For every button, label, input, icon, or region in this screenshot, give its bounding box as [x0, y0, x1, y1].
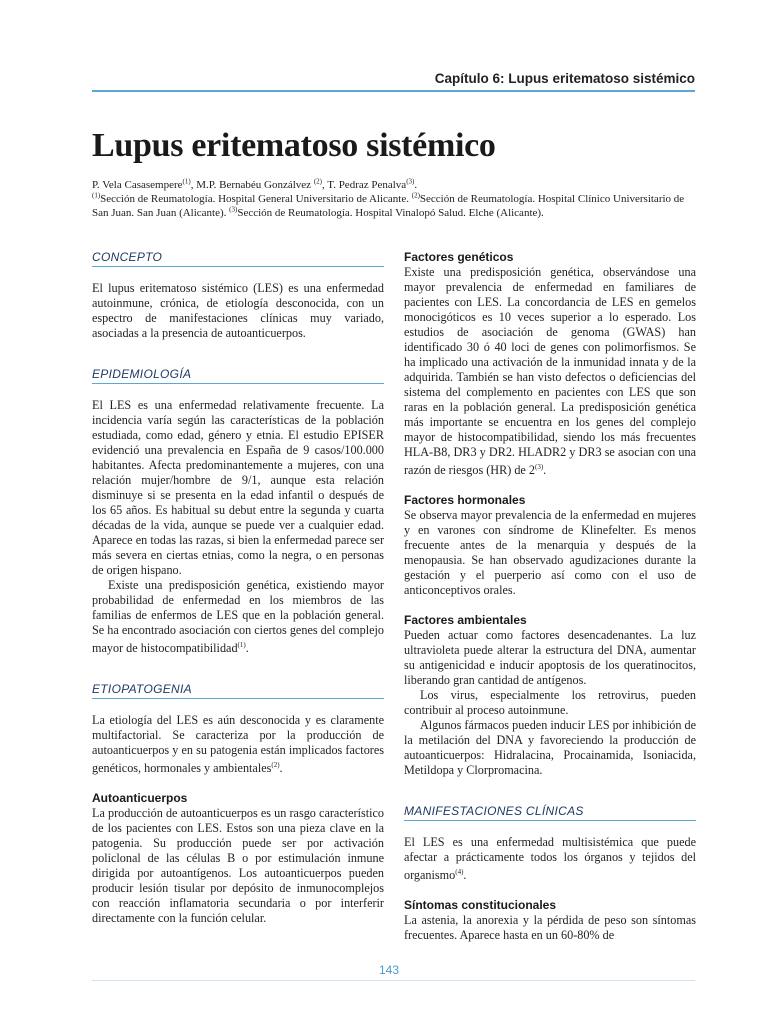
header-rule [92, 90, 695, 92]
manifestaciones-paragraph [404, 835, 696, 883]
section-title-etiopatogenia: ETIOPATOGENIA [92, 682, 384, 699]
geneticos-ref: (3) [534, 463, 544, 471]
author-2: , M.P. Bernabéu Gonzálvez [190, 179, 314, 191]
author-3: , T. Pedraz Penalva [321, 179, 407, 191]
subheading-ambientales: Factores ambientales [404, 613, 527, 628]
epidemiologia-paragraph-2 [92, 578, 384, 656]
aff-ref-2: (2) [411, 191, 420, 200]
geneticos-end: . [543, 463, 547, 478]
aff-ref-3: (3) [229, 205, 238, 214]
section-title-manifestaciones: MANIFESTACIONES CLÍNICAS [404, 804, 696, 821]
epidemiologia-ref: (1) [237, 641, 246, 649]
epidemiologia-paragraph-1: El LES es una enfermedad relativamente frecuente. La incidencia varía según las características de la población estudiada, como edad, género y etnia. El estudio EPISER evidenció una prevalencia en España de 9 casos/100.000 habitantes. Afecta predominantemente a mujeres, con una relación mujer/hombre de 9/1, aunque esta relación disminuye si se presenta en la edad infantil o después de los 65 años. Es habitual su debut entre la segunda y cuarta décadas de la vida, aunque se puede ver a cualquier edad. Aparece en todas las razas, si bien la enfermedad parece ser más severa en ciertas etnias, como la negra, o en personas de origen hispano. [92, 398, 384, 577]
etiopatogenia-paragraph [92, 713, 384, 776]
page-number: 143 [379, 963, 400, 977]
ambientales-paragraph-3: Algunos fármacos pueden inducir LES por inhibición de la metilación del DNA y favoreciendo la producción de autoanticuerpos: Hidralacina, Procainamida, Isoniacida, Metildopa y Clorpromacina. [404, 718, 696, 778]
section-title-concepto: CONCEPTO [92, 250, 384, 267]
right-column [404, 250, 696, 943]
concepto-paragraph: El lupus eritematoso sistémico (LES) es una enfermedad autoinmune, crónica, de etiología desconocida, con un espectro de manifestaciones clínicas muy variado, asociadas a la presencia de autoanticuerpos. [92, 281, 384, 340]
section-title-epidemiologia: EPIDEMIOLOGÍA [92, 367, 384, 384]
subheading-sintomas: Síntomas constitucionales [404, 898, 557, 913]
epidemiologia-p2-text: Existe una predisposición genética, existiendo mayor probabilidad de enfermedad en los miembros de las familias de enfermos de LES que en la población general. Se ha encontrado asociación con ciertos genes del complejo mayor de histocompatibilidad [92, 578, 384, 656]
subheading-hormonales: Factores hormonales [404, 493, 526, 508]
epidemiologia-p2-end: . [245, 641, 249, 656]
author-1: P. Vela Casasempere [92, 179, 183, 191]
etiopatogenia-text: La etiología del LES es aún desconocida y es claramente multifactorial. Se caracteriza por la producción de autoanticuerpos y en su patogenia están implicados factores genéticos, hormonales y ambientales [92, 713, 384, 776]
manifestaciones-text: El LES es una enfermedad multisistémica que puede afectar a prácticamente todos los órganos y tejidos del organismo [404, 835, 696, 883]
manifestaciones-end: . [463, 868, 467, 883]
ref-2: (2) [313, 177, 322, 186]
hormonales-paragraph: Se observa mayor prevalencia de la enfermedad en mujeres y en varones con síndrome de Klinefelter. Es menos frecuente antes de la menarquia y después de la menopausia. Se han observado agudizaciones durante la gestación y el puerperio así como con el uso de anticonceptivos orales. [404, 508, 696, 598]
authors-block [92, 178, 695, 220]
authors-end: . [414, 179, 418, 191]
geneticos-paragraph [404, 265, 696, 478]
manifestaciones-ref: (4) [455, 868, 464, 877]
chapter-header: Capítulo 6: Lupus eritematoso sistémico [434, 71, 695, 86]
page-title: Lupus eritematoso sistémico [92, 127, 496, 164]
ambientales-paragraph-2: Los virus, especialmente los retrovirus, pueden contribuir al proceso autoinmune. [404, 688, 696, 718]
affiliation-1: Sección de Reumatología. Hospital General Universitario de Alicante. [100, 193, 412, 205]
subheading-geneticos: Factores genéticos [404, 250, 514, 264]
left-column [92, 250, 384, 926]
subheading-autoanticuerpos: Autoanticuerpos [92, 791, 188, 806]
footer-rule [92, 980, 695, 981]
ref-3: (3) [406, 177, 415, 186]
sintomas-paragraph: La astenia, la anorexia y la pérdida de peso son síntomas frecuentes. Aparece hasta en un 60-80% de [404, 913, 696, 943]
affiliation-2: Sección de Reumatología. Hospital Clínico Universitario de San Juan. San Juan (Alicante). [92, 193, 685, 219]
affiliation-3: Sección de Reumatología. Hospital Vinalopó Salud. Elche (Alicante). [237, 207, 544, 219]
etiopatogenia-end: . [279, 761, 283, 776]
autoanticuerpos-paragraph: La producción de autoanticuerpos es un rasgo característico de los pacientes con LES. Estos son una pieza clave en la patogenia. Su producción puede ser por activación policlonal de las células B o por estimulación inmune dirigida por autoantígenos. Los autoanticuerpos pueden producir lesión tisular por depósito de inmunocomplejos con reacción inflamatoria secundaria o por interferir directamente con la función celular. [92, 806, 384, 926]
etiopatogenia-ref: (2) [271, 761, 280, 770]
ref-1: (1) [182, 177, 191, 186]
ambientales-paragraph-1: Pueden actuar como factores desencadenantes. La luz ultravioleta puede alterar la estructura del DNA, aumentar su antigenicidad e inducir apoptosis de los queratinocitos, liberando gran cantidad de antígenos. [404, 628, 696, 688]
aff-ref-1: (1) [92, 191, 101, 200]
geneticos-text: Existe una predisposición genética, observándose una mayor prevalencia de enfermedad en familiares de pacientes con LES. La concordancia de LES en gemelos monocigóticos es 10 veces superior a lo esperado. Los estudios de asociación de genoma (GWAS) han identificado 30 ó 40 loci de genes con polimorfismos. Se ha implicado una activación de la inmunidad innata y de la adquirida. También se han visto defectos o deficiencias del sistema del complemento en pacientes con LES que son raras en la población general. La predisposición genética más importante se encuentra en los genes del complejo mayor de histocompatibilidad, siendo los más frecuentes HLA-B8, DR3 y DR2. HLADR2 y DR3 se asocian con una razón de riesgos (HR) de 2 [404, 265, 696, 478]
